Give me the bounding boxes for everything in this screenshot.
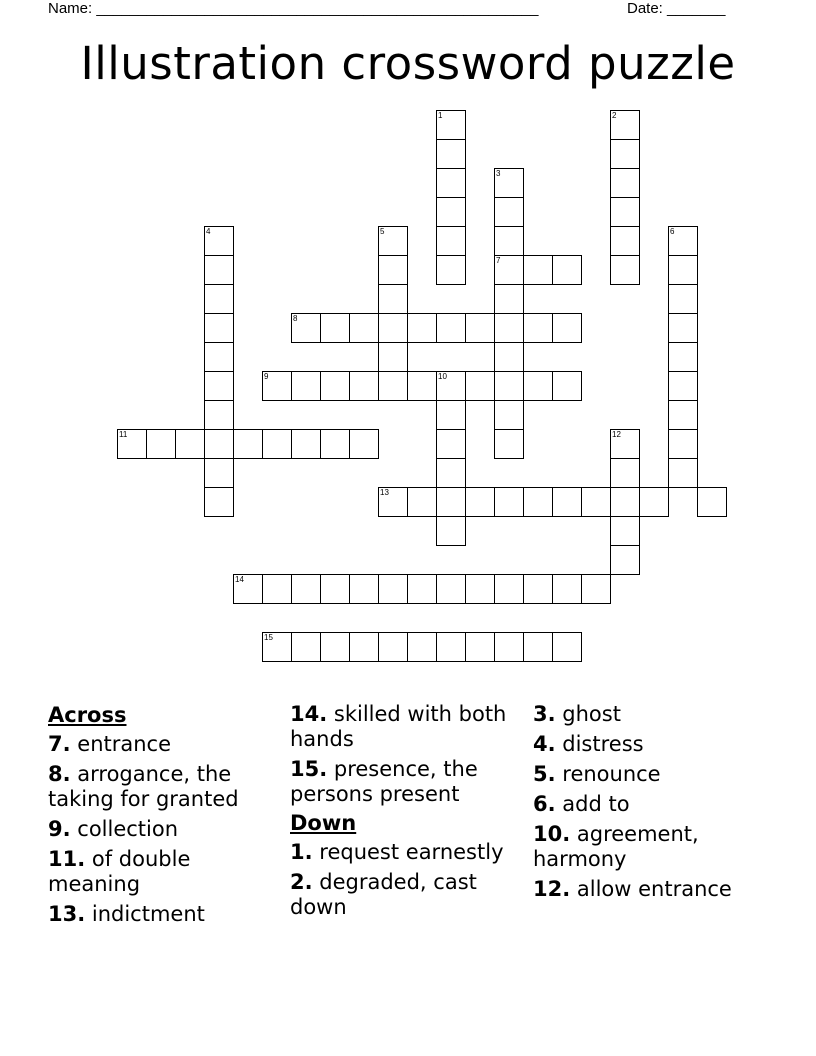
- grid-cell[interactable]: [523, 487, 553, 517]
- grid-cell[interactable]: [320, 313, 350, 343]
- clue-number: 3: [496, 169, 501, 178]
- grid-cell[interactable]: [407, 313, 437, 343]
- grid-cell[interactable]: [436, 168, 466, 198]
- clue-item: [48, 817, 278, 842]
- clue-item-text: of double meaning: [48, 847, 191, 896]
- grid-cell[interactable]: [378, 284, 408, 314]
- clue-number: 12: [612, 430, 621, 439]
- clue-number: 4: [206, 227, 211, 236]
- clue-item-number: 6.: [533, 792, 556, 816]
- clue-number: 1: [438, 111, 443, 120]
- down-heading: Down: [290, 811, 357, 835]
- grid-cell[interactable]: [436, 400, 466, 430]
- grid-cell[interactable]: [465, 574, 495, 604]
- grid-cell[interactable]: [552, 574, 582, 604]
- grid-cell[interactable]: [378, 255, 408, 285]
- clue-number: 11: [119, 430, 128, 439]
- grid-cell[interactable]: [349, 371, 379, 401]
- grid-cell[interactable]: [204, 226, 234, 256]
- clue-item-number: 11.: [48, 847, 86, 871]
- grid-cell[interactable]: [378, 632, 408, 662]
- clue-item: [533, 702, 773, 727]
- grid-cell[interactable]: [552, 371, 582, 401]
- grid-cell[interactable]: [494, 632, 524, 662]
- clue-item-number: 4.: [533, 732, 556, 756]
- grid-cell[interactable]: [610, 197, 640, 227]
- clue-item-number: 12.: [533, 877, 571, 901]
- grid-cell[interactable]: [465, 632, 495, 662]
- grid-cell[interactable]: [204, 400, 234, 430]
- clue-item-text: distress: [555, 732, 644, 756]
- clue-item-number: 8.: [48, 762, 71, 786]
- grid-cell[interactable]: [610, 168, 640, 198]
- date-field-line: Date: _______: [627, 0, 726, 17]
- grid-cell[interactable]: [378, 487, 408, 517]
- grid-cell[interactable]: [668, 313, 698, 343]
- grid-cell[interactable]: [407, 371, 437, 401]
- grid-cell[interactable]: [233, 574, 263, 604]
- grid-cell[interactable]: [668, 429, 698, 459]
- down-clue-list: [290, 840, 520, 920]
- grid-cell[interactable]: [204, 284, 234, 314]
- clue-item-text: skilled with both hands: [290, 702, 507, 751]
- grid-cell[interactable]: [552, 632, 582, 662]
- clue-item-number: 9.: [48, 817, 71, 841]
- clue-number: 8: [293, 314, 298, 323]
- grid-cell[interactable]: [320, 371, 350, 401]
- clue-item-text: degraded, cast down: [290, 870, 477, 919]
- grid-cell[interactable]: [233, 429, 263, 459]
- grid-cell[interactable]: [494, 400, 524, 430]
- grid-cell[interactable]: [610, 545, 640, 575]
- grid-cell[interactable]: [610, 516, 640, 546]
- clue-item-number: 13.: [48, 902, 86, 926]
- clue-item-number: 3.: [533, 702, 556, 726]
- grid-cell[interactable]: [320, 632, 350, 662]
- clue-number: 5: [380, 227, 385, 236]
- grid-cell[interactable]: [494, 574, 524, 604]
- clue-number: 6: [670, 227, 675, 236]
- clue-item: [290, 702, 520, 752]
- clue-item-text: add to: [555, 792, 630, 816]
- grid-cell[interactable]: [494, 226, 524, 256]
- clue-item-text: indictment: [85, 902, 205, 926]
- grid-cell[interactable]: [494, 313, 524, 343]
- grid-cell[interactable]: [320, 574, 350, 604]
- grid-cell[interactable]: [204, 487, 234, 517]
- clue-item-text: arrogance, the taking for granted: [48, 762, 239, 811]
- grid-cell[interactable]: [291, 574, 321, 604]
- clue-item-number: 2.: [290, 870, 313, 894]
- grid-cell[interactable]: [610, 255, 640, 285]
- clue-item-text: allow entrance: [570, 877, 732, 901]
- grid-cell[interactable]: [378, 342, 408, 372]
- name-field-line: Name: _____________________________________________________: [48, 0, 539, 17]
- grid-cell[interactable]: [697, 487, 727, 517]
- grid-cell[interactable]: [378, 574, 408, 604]
- clue-item-number: 1.: [290, 840, 313, 864]
- clue-item: [48, 847, 278, 897]
- grid-cell[interactable]: [407, 632, 437, 662]
- clues-column-1: [48, 702, 278, 932]
- clues-column-2: [290, 702, 520, 925]
- grid-cell[interactable]: [436, 429, 466, 459]
- clue-item: [533, 822, 773, 872]
- clue-item-number: 14.: [290, 702, 328, 726]
- grid-cell[interactable]: [523, 255, 553, 285]
- grid-cell[interactable]: [668, 226, 698, 256]
- clue-item-text: collection: [70, 817, 179, 841]
- clue-item-text: agreement, harmony: [533, 822, 699, 871]
- grid-cell[interactable]: [668, 371, 698, 401]
- clue-item-text: entrance: [70, 732, 172, 756]
- grid-cell[interactable]: [552, 487, 582, 517]
- grid-cell[interactable]: [436, 139, 466, 169]
- grid-cell[interactable]: [349, 574, 379, 604]
- grid-cell[interactable]: [262, 574, 292, 604]
- grid-cell[interactable]: [320, 429, 350, 459]
- grid-cell[interactable]: [465, 487, 495, 517]
- grid-cell[interactable]: [436, 313, 466, 343]
- grid-cell[interactable]: [291, 632, 321, 662]
- grid-cell[interactable]: [668, 342, 698, 372]
- grid-cell[interactable]: [204, 342, 234, 372]
- grid-cell[interactable]: [523, 574, 553, 604]
- grid-cell[interactable]: [436, 197, 466, 227]
- grid-cell[interactable]: [204, 313, 234, 343]
- grid-cell[interactable]: [610, 110, 640, 140]
- clue-item-number: 10.: [533, 822, 571, 846]
- grid-cell[interactable]: [291, 429, 321, 459]
- grid-cell[interactable]: [436, 487, 466, 517]
- clue-number: 2: [612, 111, 617, 120]
- clue-number: 14: [235, 575, 244, 584]
- grid-cell[interactable]: [204, 255, 234, 285]
- clue-number: 13: [380, 488, 389, 497]
- grid-cell[interactable]: [610, 487, 640, 517]
- grid-cell[interactable]: [610, 226, 640, 256]
- across-heading: Across: [48, 703, 127, 727]
- grid-cell[interactable]: [523, 371, 553, 401]
- clue-number: 9: [264, 372, 269, 381]
- clue-number: 15: [264, 633, 273, 642]
- grid-cell[interactable]: [436, 110, 466, 140]
- grid-cell[interactable]: [349, 313, 379, 343]
- grid-cell[interactable]: [262, 632, 292, 662]
- clue-item-text: request earnestly: [312, 840, 504, 864]
- grid-cell[interactable]: [378, 226, 408, 256]
- clue-item: [48, 762, 278, 812]
- grid-cell[interactable]: [407, 574, 437, 604]
- clue-item: [533, 877, 773, 902]
- across-clue-list-continued: [290, 702, 520, 807]
- clue-item: [533, 732, 773, 757]
- grid-cell[interactable]: [639, 487, 669, 517]
- grid-cell[interactable]: [436, 632, 466, 662]
- grid-cell[interactable]: [349, 632, 379, 662]
- page-title: Illustration crossword puzzle: [80, 37, 736, 90]
- clue-item: [533, 792, 773, 817]
- grid-cell[interactable]: [494, 255, 524, 285]
- grid-cell[interactable]: [494, 168, 524, 198]
- grid-cell[interactable]: [407, 487, 437, 517]
- grid-cell[interactable]: [204, 371, 234, 401]
- clue-item-number: 15.: [290, 757, 328, 781]
- grid-cell[interactable]: [552, 255, 582, 285]
- grid-cell[interactable]: [204, 429, 234, 459]
- grid-cell[interactable]: [581, 574, 611, 604]
- grid-cell[interactable]: [610, 458, 640, 488]
- grid-cell[interactable]: [117, 429, 147, 459]
- clue-item-number: 7.: [48, 732, 71, 756]
- grid-cell[interactable]: [494, 429, 524, 459]
- grid-cell[interactable]: [494, 342, 524, 372]
- grid-cell[interactable]: [262, 371, 292, 401]
- across-clue-list: [48, 732, 278, 927]
- grid-cell[interactable]: [378, 313, 408, 343]
- grid-cell[interactable]: [494, 487, 524, 517]
- clue-number: 10: [438, 372, 447, 381]
- clue-number: 7: [496, 256, 501, 265]
- clues-column-3: [533, 702, 773, 907]
- clue-item: [290, 757, 520, 807]
- grid-cell[interactable]: [436, 574, 466, 604]
- grid-cell[interactable]: [291, 371, 321, 401]
- grid-cell[interactable]: [610, 429, 640, 459]
- grid-cell[interactable]: [668, 284, 698, 314]
- grid-cell[interactable]: [378, 371, 408, 401]
- grid-cell[interactable]: [436, 226, 466, 256]
- grid-cell[interactable]: [465, 313, 495, 343]
- grid-cell[interactable]: [436, 371, 466, 401]
- grid-cell[interactable]: [581, 487, 611, 517]
- grid-cell[interactable]: [668, 255, 698, 285]
- grid-cell[interactable]: [436, 458, 466, 488]
- grid-cell[interactable]: [552, 313, 582, 343]
- clue-item-text: presence, the persons present: [290, 757, 478, 806]
- grid-cell[interactable]: [465, 371, 495, 401]
- grid-cell[interactable]: [523, 632, 553, 662]
- grid-cell[interactable]: [436, 516, 466, 546]
- grid-cell[interactable]: [494, 197, 524, 227]
- clue-item: [290, 840, 520, 865]
- grid-cell[interactable]: [146, 429, 176, 459]
- grid-cell[interactable]: [668, 458, 698, 488]
- grid-cell[interactable]: [349, 429, 379, 459]
- clue-item-text: ghost: [555, 702, 621, 726]
- grid-cell[interactable]: [204, 458, 234, 488]
- grid-cell[interactable]: [262, 429, 292, 459]
- clue-item: [533, 762, 773, 787]
- grid-cell[interactable]: [291, 313, 321, 343]
- grid-cell[interactable]: [175, 429, 205, 459]
- grid-cell[interactable]: [610, 139, 640, 169]
- grid-cell[interactable]: [494, 284, 524, 314]
- clue-item-number: 5.: [533, 762, 556, 786]
- grid-cell[interactable]: [523, 313, 553, 343]
- clue-item: [290, 870, 520, 920]
- clue-item: [48, 902, 278, 927]
- clue-item-text: renounce: [555, 762, 661, 786]
- grid-cell[interactable]: [494, 371, 524, 401]
- grid-cell[interactable]: [668, 400, 698, 430]
- grid-cell[interactable]: [436, 255, 466, 285]
- clue-item: [48, 732, 278, 757]
- down-clue-list-continued: [533, 702, 773, 902]
